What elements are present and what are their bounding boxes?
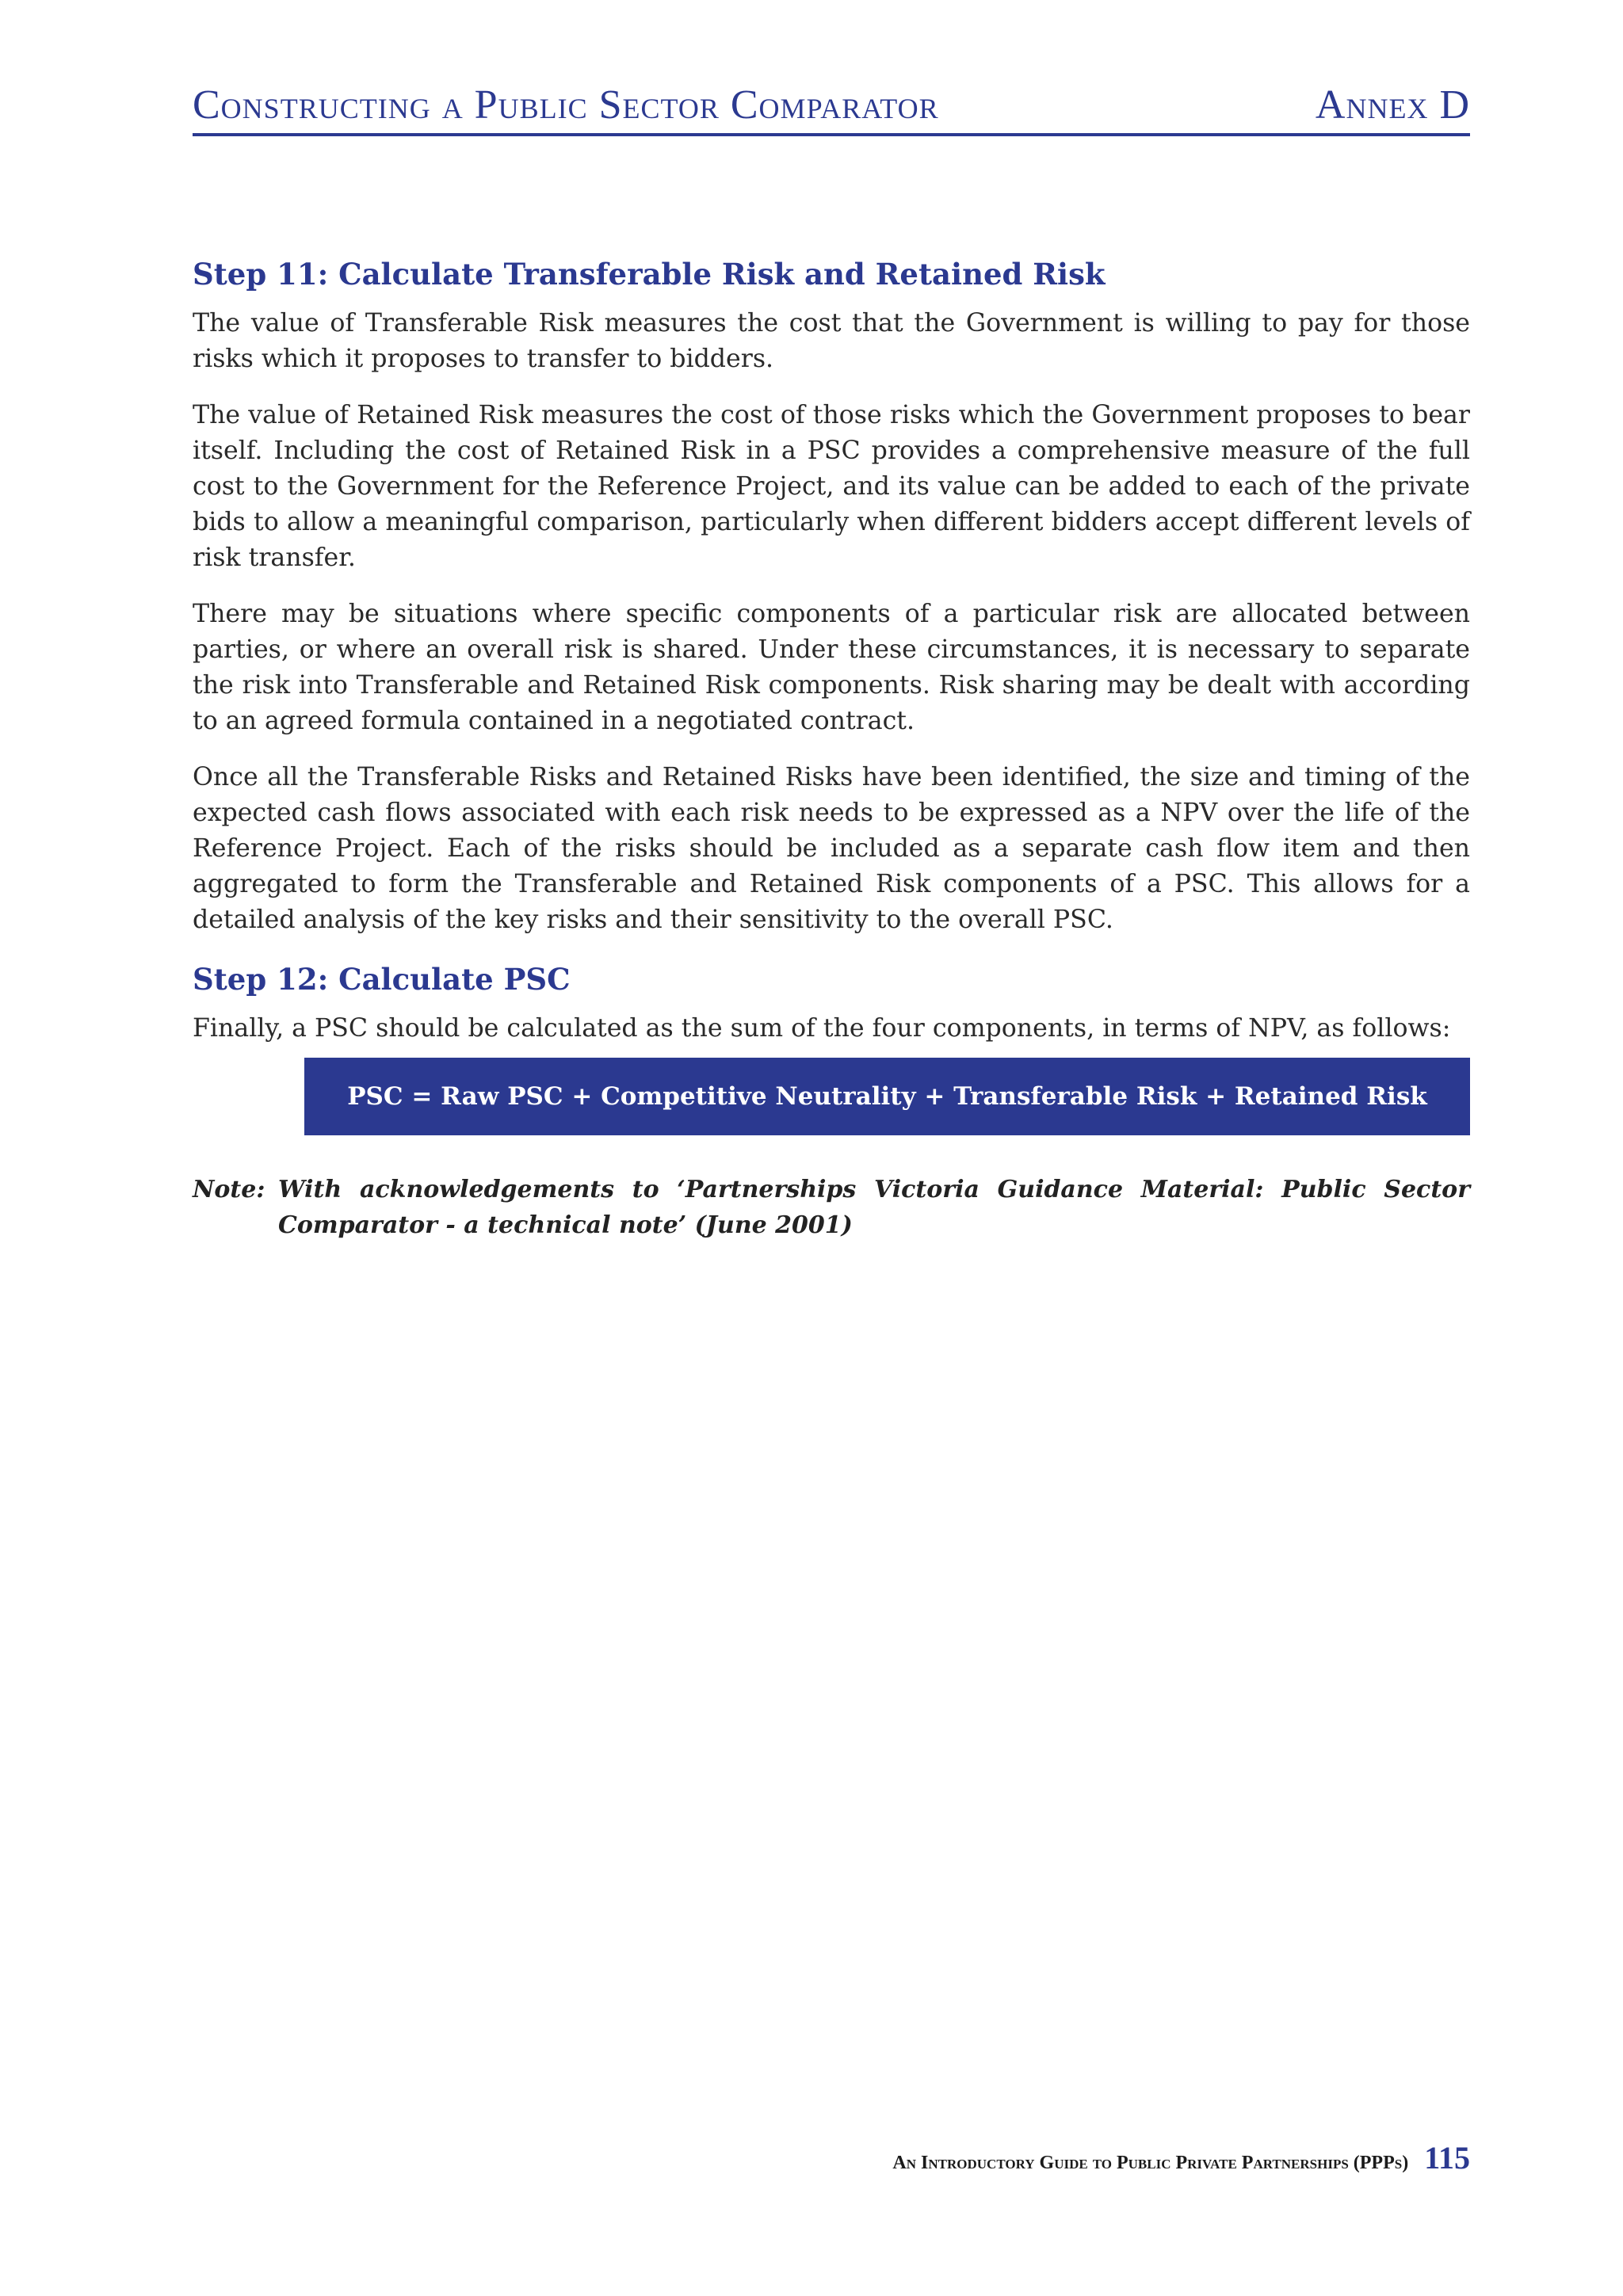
main-content bbox=[193, 254, 1470, 1243]
formula-container bbox=[304, 1058, 1470, 1135]
document-page bbox=[193, 0, 1470, 2296]
step-11-heading: Step 11: Calculate Transferable Risk and Retained Risk bbox=[193, 257, 1106, 292]
page-number: 115 bbox=[1424, 2140, 1470, 2176]
step-11-paragraph-2: The value of Retained Risk measures the cost of those risks which the Government proposes to bear itself. Including the cost of Retained Risk in a PSC provides a comprehensive measure of the full cost to the Government for the Reference Project, and its value can be added to each of the private bids to allow a meaningful comparison, particularly when different bidders accept different levels of risk transfer. bbox=[193, 401, 1470, 572]
header-title: Constructing a Public Sector Comparator bbox=[193, 82, 939, 128]
step-11-paragraph-1: The value of Transferable Risk measures the cost that the Government is willing to pay for those risks which it proposes to transfer to bidders. bbox=[193, 309, 1470, 373]
footer-guide-title: An Introductory Guide to Public Private Partnerships (PPPs) bbox=[892, 2153, 1409, 2173]
note-label: Note: bbox=[193, 1176, 265, 1203]
header-annex: Annex D bbox=[1315, 82, 1470, 128]
section-step-12 bbox=[193, 959, 1470, 1135]
psc-formula: PSC = Raw PSC + Competitive Neutrality + Transferable Risk + Retained Risk bbox=[347, 1082, 1427, 1111]
acknowledgement-note bbox=[193, 1172, 1470, 1243]
psc-formula-box bbox=[304, 1058, 1470, 1135]
running-header bbox=[193, 78, 1470, 136]
step-11-paragraph-3: There may be situations where specific components of a particular risk are allocated between parties, or where an overall risk is shared. Under these circumstances, it is necessary to separate the risk into Transferable and Retained Risk components. Risk sharing may be dealt with according to an agreed formula contained in a negotiated contract. bbox=[193, 600, 1470, 735]
section-step-11 bbox=[193, 254, 1470, 938]
step-12-heading: Step 12: Calculate PSC bbox=[193, 962, 571, 997]
note-text: With acknowledgements to ‘Partnerships Victoria Guidance Material: Public Sector Comparator - a technical note’ (June 2001) bbox=[278, 1176, 1470, 1239]
step-11-paragraph-4: Once all the Transferable Risks and Retained Risks have been identified, the size and timing of the expected cash flows associated with each risk needs to be expressed as a NPV over the life of the Reference Project. Each of the risks should be included as a separate cash flow item and then aggregated to form the Transferable and Retained Risk components of a PSC. This allows for a detailed analysis of the key risks and their sensitivity to the overall PSC. bbox=[193, 763, 1470, 934]
running-footer bbox=[892, 2139, 1470, 2179]
step-12-paragraph: Finally, a PSC should be calculated as the sum of the four components, in terms of NPV, as follows: bbox=[193, 1014, 1451, 1043]
